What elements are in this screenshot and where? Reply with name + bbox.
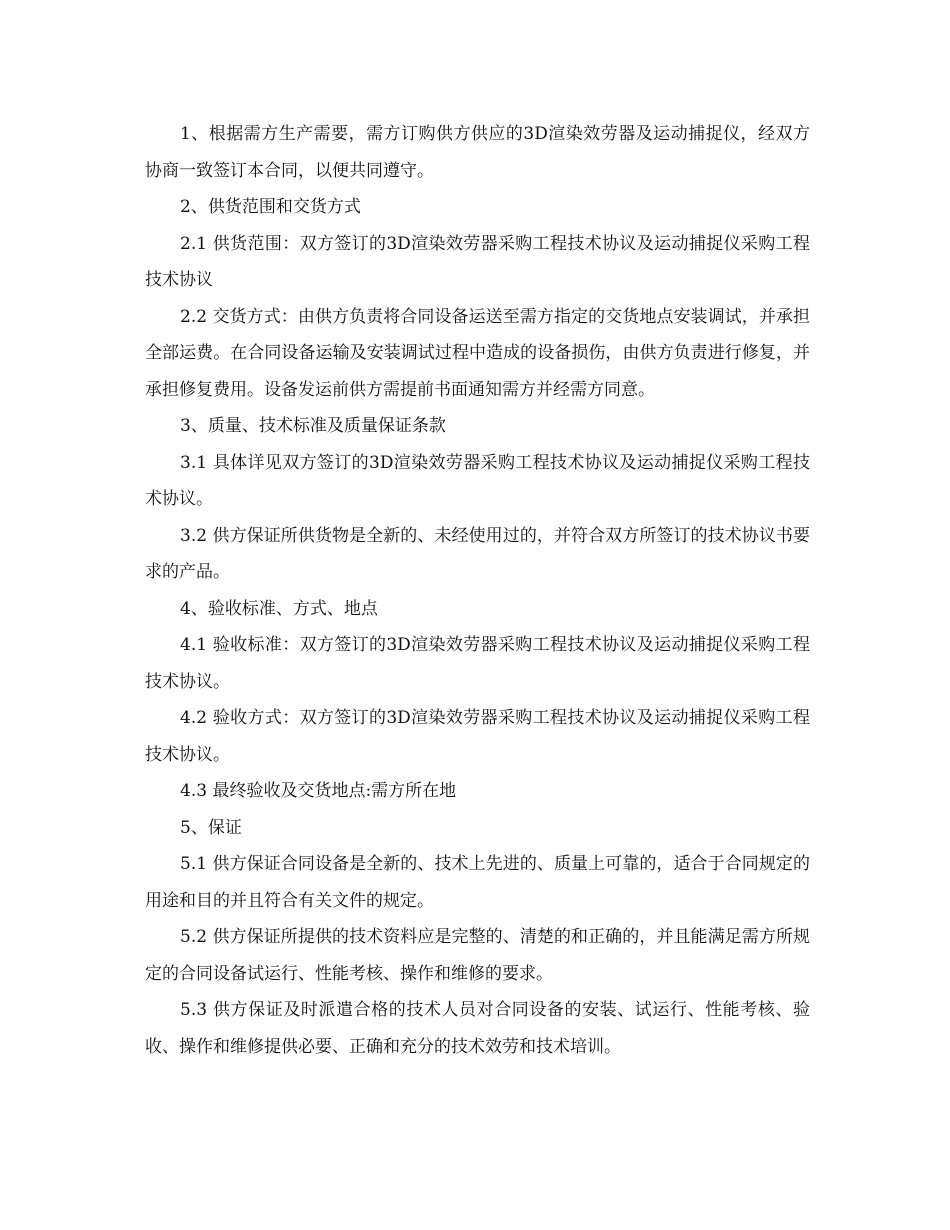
paragraph-1: 1、根据需方生产需要，需方订购供方供应的3D渲染效劳器及运动捕捉仪，经双方协商一致签订本合同，以便共同遵守。 — [145, 124, 810, 181]
section-heading-4: 4、验收标准、方式、地点 — [180, 598, 378, 619]
paragraph-2-2: 2.2 交货方式：由供方负责将合同设备运送至需方指定的交货地点安装调试，并承担全部运费。在合同设备运输及安装调试过程中造成的设备损伤，由供方负责进行修复，并承担修复费用。设备发运前供方需提前书面通知需方并经需方同意。 — [145, 306, 810, 400]
paragraph-3-1: 3.1 具体详见双方签订的3D渲染效劳器采购工程技术协议及运动捕捉仪采购工程技术协议。 — [145, 452, 810, 509]
paragraph-3-2: 3.2 供方保证所供货物是全新的、未经使用过的，并符合双方所签订的技术协议书要求的产品。 — [145, 525, 810, 582]
section-heading-5: 5、保证 — [180, 817, 242, 838]
section-heading-3: 3、质量、技术标准及质量保证条款 — [180, 416, 446, 436]
paragraph-4-1: 4.1 验收标准：双方签订的3D渲染效劳器采购工程技术协议及运动捕捉仪采购工程技术协议。 — [145, 635, 810, 692]
paragraph-5-1: 5.1 供方保证合同设备是全新的、技术上先进的、质量上可靠的，适合于合同规定的用途和目的并且符合有关文件的规定。 — [145, 854, 810, 911]
paragraph-5-2: 5.2 供方保证所提供的技术资料应是完整的、清楚的和正确的，并且能满足需方所规定的合同设备试运行、性能考核、操作和维修的要求。 — [145, 927, 810, 984]
paragraph-2-1: 2.1 供货范围：双方签订的3D渲染效劳器采购工程技术协议及运动捕捉仪采购工程技术协议 — [145, 233, 810, 290]
paragraph-4-2: 4.2 验收方式：双方签订的3D渲染效劳器采购工程技术协议及运动捕捉仪采购工程技术协议。 — [145, 708, 810, 765]
section-heading-2: 2、供货范围和交货方式 — [180, 197, 361, 217]
document-body — [145, 116, 810, 1065]
paragraph-5-3: 5.3 供方保证及时派遣合格的技术人员对合同设备的安装、试运行、性能考核、验收、操作和维修提供必要、正确和充分的技术效劳和技术培训。 — [145, 1000, 810, 1057]
paragraph-4-3: 4.3 最终验收及交货地点:需方所在地 — [180, 781, 457, 801]
